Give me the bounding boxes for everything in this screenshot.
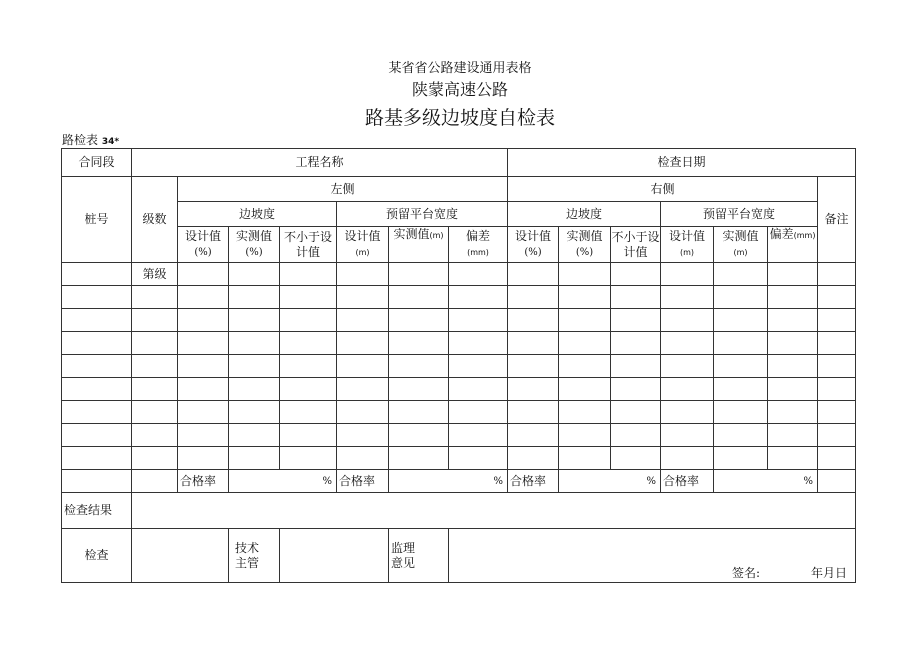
- right-slope-measured-header: 实测值 (%): [559, 227, 611, 263]
- check-date-label: 检查日期: [508, 149, 856, 177]
- agency-line: 某省省公路建设通用表格: [388, 61, 532, 76]
- right-slope-design-header: 设计值 (%): [508, 227, 559, 263]
- data-row: [62, 447, 856, 470]
- form-code-number: 34*: [101, 137, 120, 147]
- result-row: [62, 493, 856, 529]
- data-row: [62, 355, 856, 378]
- header-row-4: [62, 227, 856, 263]
- right-slope-pass-rate-label: 合格率: [508, 470, 559, 493]
- data-row: [62, 263, 856, 286]
- form-code: [62, 131, 119, 148]
- left-platform-pass-rate-value[interactable]: %: [389, 470, 508, 493]
- left-platform-measured-header: 实测值(m): [389, 227, 449, 263]
- right-platform-deviation-header: 偏差(mm): [768, 227, 818, 263]
- left-platform-design-header: 设计值 (m): [337, 227, 389, 263]
- right-slope-header: 边坡度: [508, 202, 661, 227]
- signature-label: 签名:: [732, 566, 761, 580]
- left-slope-not-less-header: 不小于设计值: [280, 227, 337, 263]
- result-field[interactable]: [132, 493, 856, 529]
- header-row-2: [62, 177, 856, 202]
- project-name-label: 工程名称: [132, 149, 508, 177]
- left-slope-measured-header: 实测值 (%): [229, 227, 280, 263]
- pass-rate-row: [62, 470, 856, 493]
- check-label: 检查: [62, 529, 132, 583]
- form-title: 路基多级边坡度自检表: [364, 107, 555, 129]
- project-road-name: 陕蒙高速公路: [411, 80, 508, 99]
- tech-supervisor-field[interactable]: [280, 529, 389, 583]
- right-platform-header: 预留平台宽度: [661, 202, 818, 227]
- data-row: [62, 309, 856, 332]
- right-platform-pass-rate-label: 合格率: [661, 470, 714, 493]
- right-platform-pass-rate-value[interactable]: %: [714, 470, 818, 493]
- level-header: 级数: [132, 177, 178, 263]
- left-slope-design-header: 设计值 (%): [178, 227, 229, 263]
- check-field[interactable]: [132, 529, 229, 583]
- left-side-header: 左侧: [178, 177, 508, 202]
- sign-row: [62, 529, 856, 583]
- data-row: [62, 424, 856, 447]
- left-slope-pass-rate-value[interactable]: %: [229, 470, 337, 493]
- header-row-3: [62, 202, 856, 227]
- result-label: 检查结果: [62, 493, 132, 529]
- supervision-opinion-label: 监理 意见: [389, 529, 449, 583]
- left-platform-deviation-header: 偏差 (mm): [449, 227, 508, 263]
- left-platform-header: 预留平台宽度: [337, 202, 508, 227]
- data-row: [62, 401, 856, 424]
- right-side-header: 右侧: [508, 177, 818, 202]
- tech-supervisor-label: 技术 主管: [229, 529, 280, 583]
- right-platform-design-header: 设计值 (m): [661, 227, 714, 263]
- data-row: [62, 332, 856, 355]
- left-slope-pass-rate-label: 合格率: [178, 470, 229, 493]
- date-label: 年月日: [811, 566, 848, 580]
- station-header: 桩号: [62, 177, 132, 263]
- right-platform-measured-header: 实测值 (m): [714, 227, 768, 263]
- right-slope-pass-rate-value[interactable]: %: [559, 470, 661, 493]
- header-row-1: [62, 149, 856, 177]
- left-slope-header: 边坡度: [178, 202, 337, 227]
- inspection-table: [61, 148, 856, 583]
- data-row: [62, 378, 856, 401]
- form-code-label: 路检表: [62, 133, 99, 147]
- supervision-opinion-field[interactable]: [449, 529, 856, 583]
- first-level-label: 第级: [132, 263, 178, 286]
- remarks-header: 备注: [818, 177, 856, 263]
- contract-label: 合同段: [62, 149, 132, 177]
- data-row: [62, 286, 856, 309]
- left-platform-pass-rate-label: 合格率: [337, 470, 389, 493]
- right-slope-not-less-header: 不小于设计值: [611, 227, 661, 263]
